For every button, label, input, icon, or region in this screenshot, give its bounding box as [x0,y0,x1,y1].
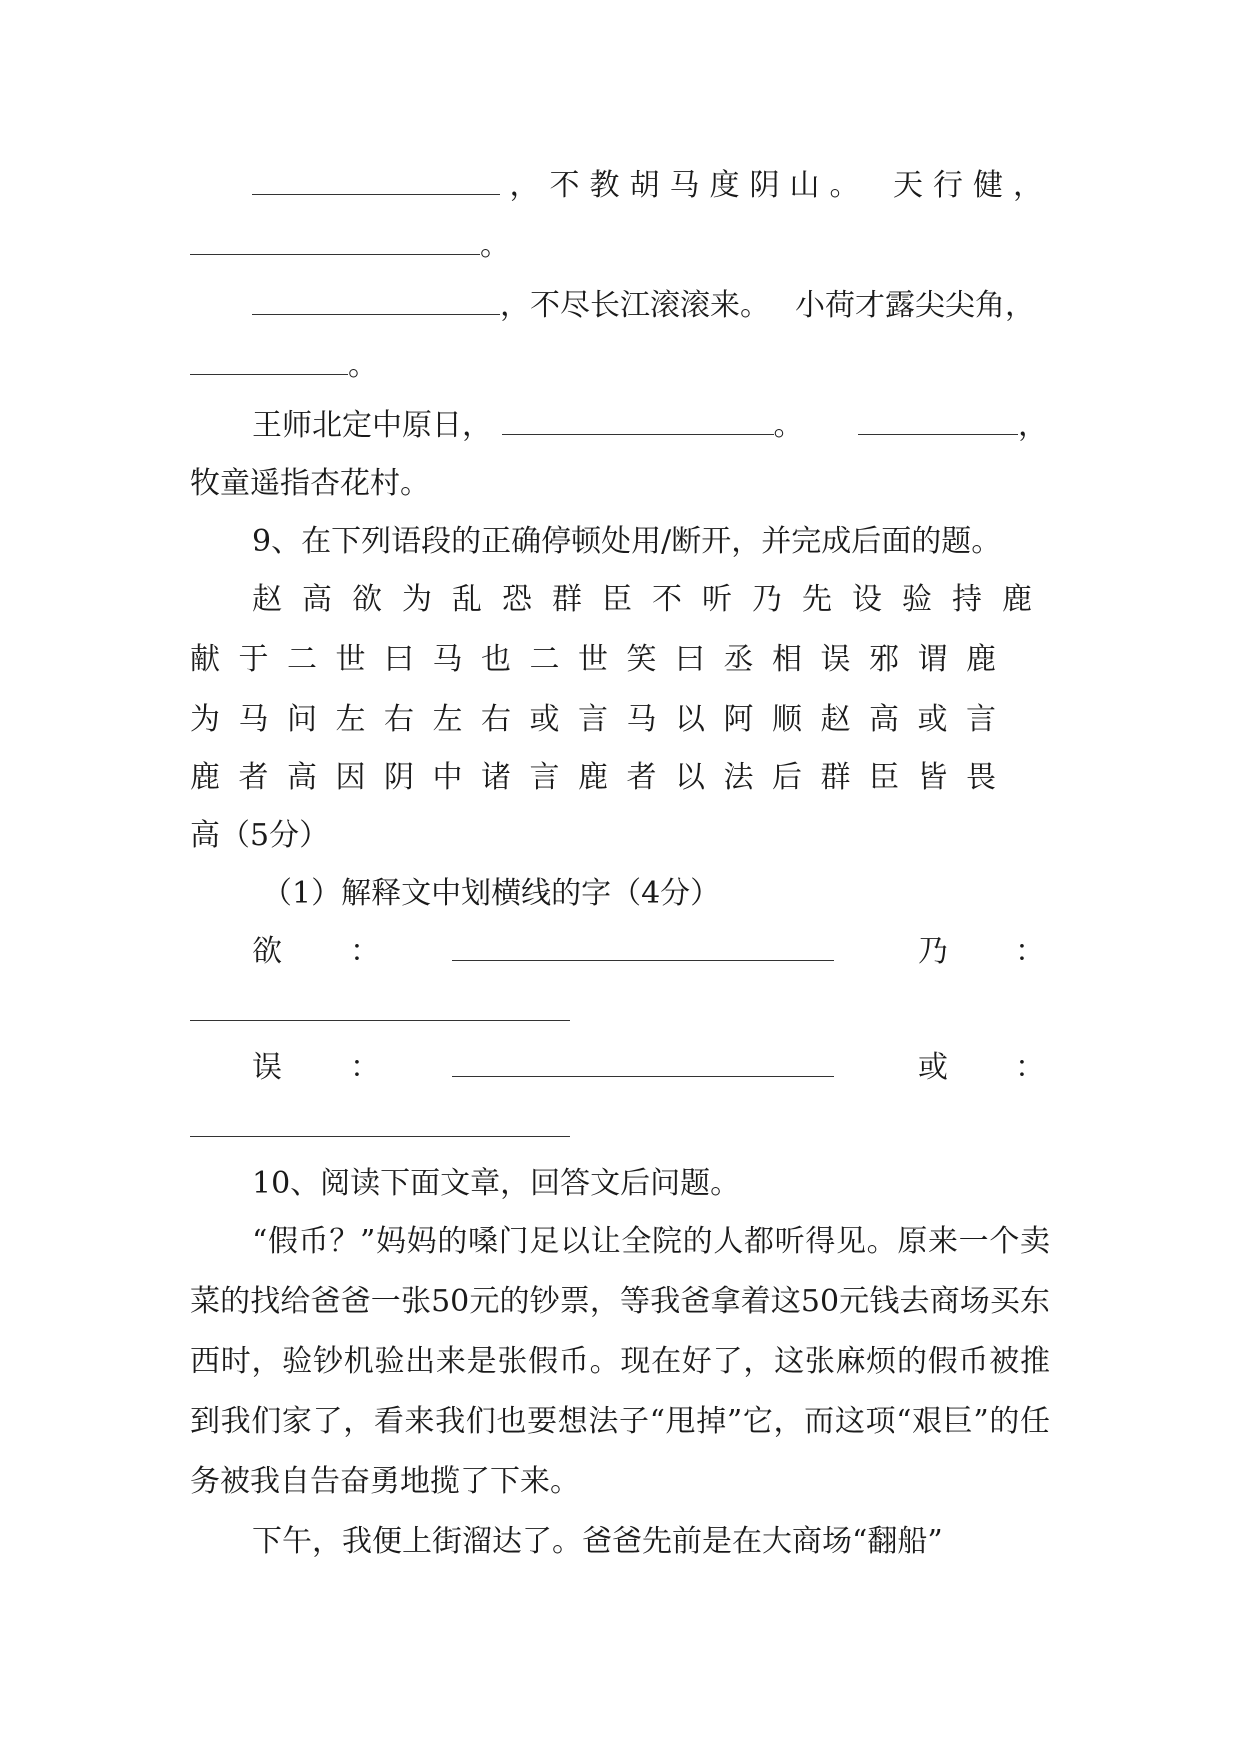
passage-paragraph-2: 下午，我便上街溜达了。爸爸先前是在大商场“翻船” [252,1524,943,1559]
answer-blank[interactable] [190,346,348,375]
poem-text: 小荷才露尖尖角， [795,288,1035,323]
passage-row-2: 献于二世曰马也二世笑曰丞相误邪谓鹿 [190,642,1015,677]
explain-label-yu: 欲 [252,934,282,969]
answer-blank[interactable] [858,406,1018,435]
passage-paragraph-1: “假币？”妈妈的嗓门足以让全院的人都听得见。原来一个卖菜的找给爸爸一张50元的钞票，等我爸拿着这50元钱去商场买东西时，验钞机验出来是张假币。现在好了，这张麻烦的假币被推到我们家了，看来我们也要想法子“甩掉”它，而这项“艰巨”的任务被我自告奋勇地揽了下来。 [190,1224,1050,1499]
poem-text: 天行健， [893,168,1053,203]
answer-blank[interactable] [452,1048,834,1077]
answer-blank[interactable] [190,992,570,1021]
colon: ： [1015,1050,1045,1085]
passage-row-3: 为马问左右左右或言马以阿顺赵高或言 [190,702,1015,737]
poem-line-5b [858,406,1048,446]
poem-line-6 [190,464,430,504]
poem-line-1b [893,166,1053,206]
sub-question-1: （1）解释文中划横线的字（4分） [262,876,721,911]
answer-blank-wu[interactable] [452,1048,834,1088]
reading-passage [190,1212,1050,1572]
poem-line-1 [252,166,870,206]
answer-blank[interactable] [252,286,500,315]
poem-text: ， [1018,408,1048,443]
passage-row-1: 赵高欲为乱恐群臣不听乃先设验持鹿 [252,582,1052,617]
colon: ： [1015,934,1045,969]
explain-label-wu: 误 [252,1050,282,1085]
passage-row-5: 高（5分） [190,818,330,853]
poem-text: 王师北定中原日， [252,408,492,443]
poem-line-2 [190,226,510,266]
explain-label-nai: 乃 [918,934,948,969]
poem-line-4 [190,346,378,386]
answer-blank[interactable] [252,166,500,195]
answer-blank[interactable] [190,1108,570,1137]
poem-text: 。 [773,408,804,443]
answer-blank-huo[interactable] [190,1108,570,1148]
poem-text: 。 [480,228,510,263]
colon: ： [350,934,380,969]
colon: ： [350,1050,380,1085]
question-10-title: 10、阅读下面文章，回答文后问题。 [252,1166,741,1201]
poem-line-3 [252,286,770,326]
question-9-title: 9、在下列语段的正确停顿处用/断开，并完成后面的题。 [252,524,1002,559]
answer-blank[interactable] [190,226,480,255]
answer-blank-nai[interactable] [190,992,570,1032]
passage-row-4: 鹿者高因阴中诸言鹿者以法后群臣皆畏 [190,760,1015,795]
answer-blank-yu[interactable] [452,932,834,972]
explain-label-huo: 或 [918,1050,948,1085]
poem-line-5 [252,406,804,446]
answer-blank[interactable] [502,406,774,435]
poem-text: 牧童遥指杏花村。 [190,466,430,501]
poem-line-3b [795,286,1035,326]
poem-text: 。 [348,348,378,383]
answer-blank[interactable] [452,932,834,961]
poem-text: ，不教胡马度阴山。 [509,168,870,203]
poem-text: ，不尽长江滚滚来。 [500,288,770,323]
